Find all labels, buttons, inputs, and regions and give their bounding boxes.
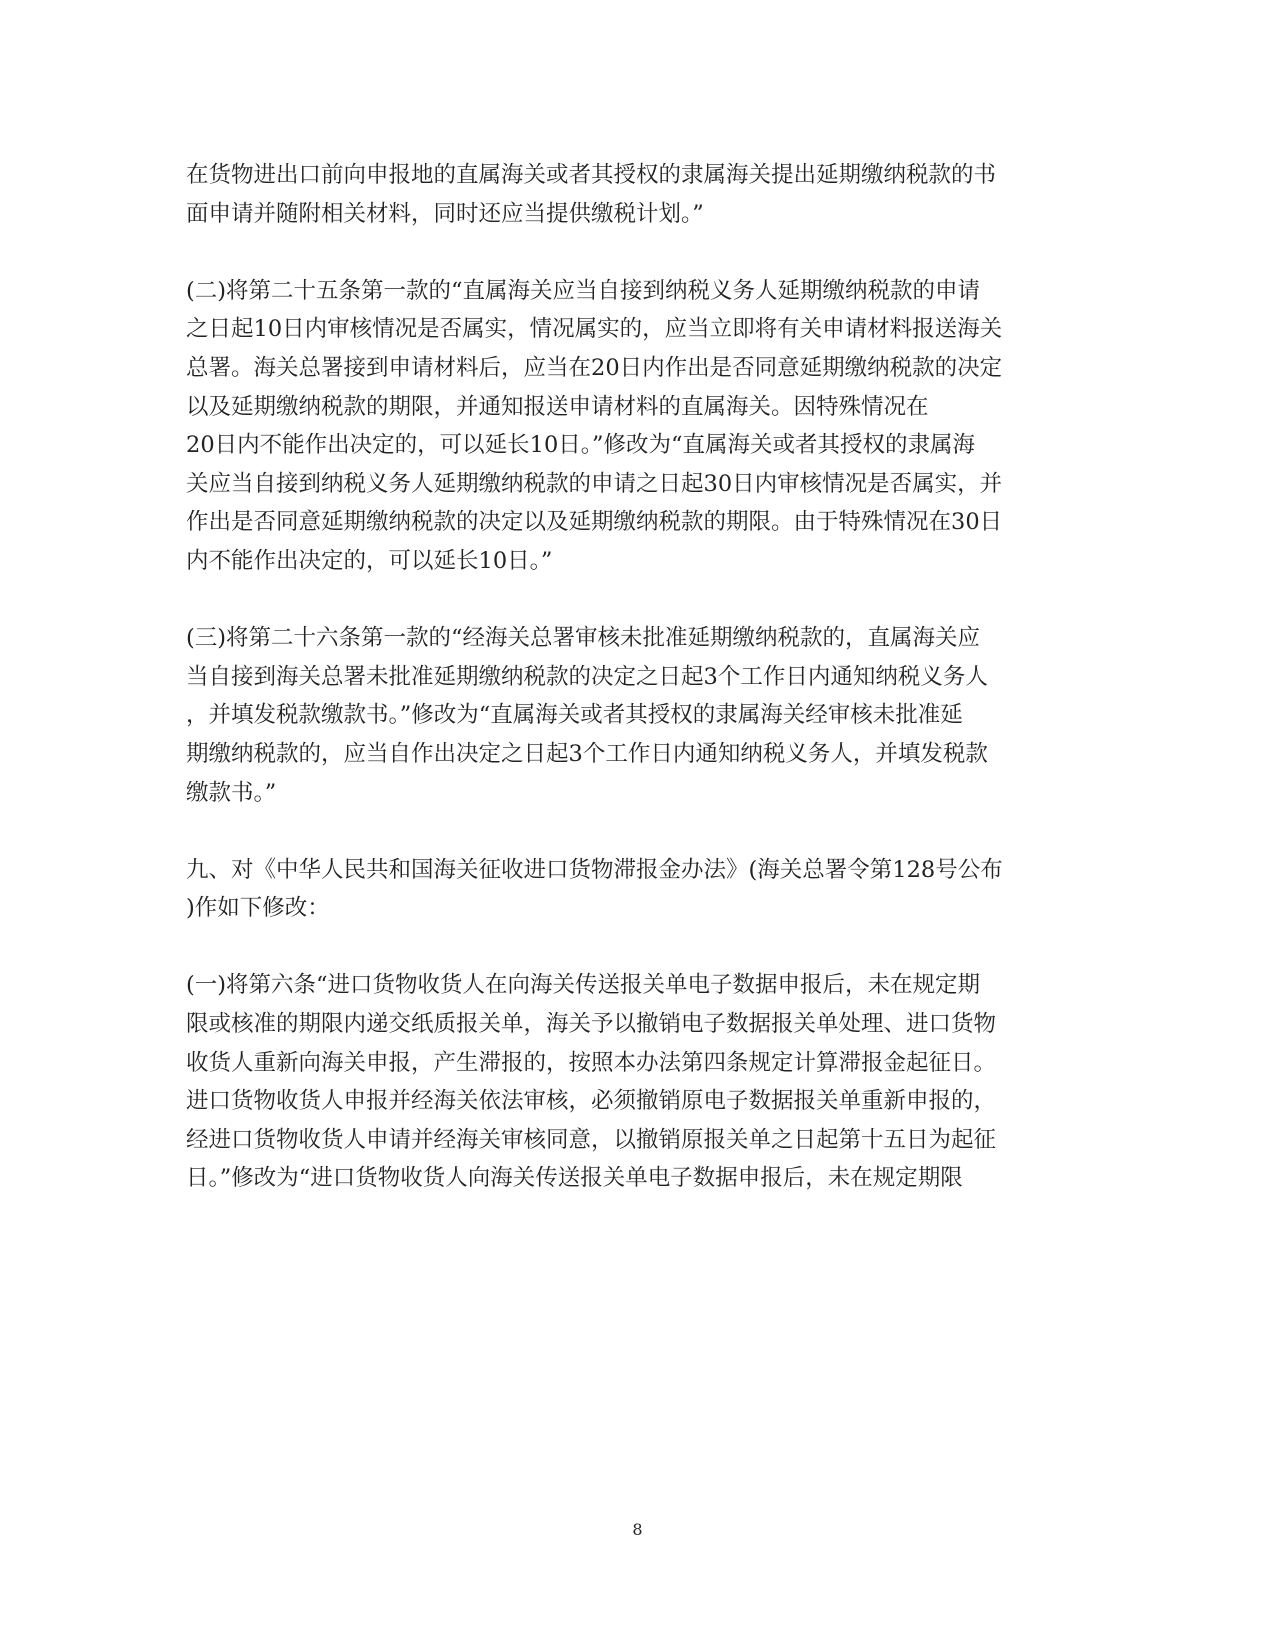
page-number: 8 <box>632 1520 643 1539</box>
paragraph-2: (二)将第二十五条第一款的“直属海关应当自接到纳税义务人延期缴纳税款的申请 之日起10日内审核情况是否属实，情况属实的，应当立即将有关申请材料报送海关 总署。海关总署接到申请材料后，应当在20日内作出是否同意延期缴纳税款的决定 以及延期缴纳税款的期限，并通知报送申请材料的直属海关。因特殊情况在 20日内不能作出决定的，可以延长10日。”修改为“直属海关或者其授权的隶属海 关应当自接到纳税义务人延期缴纳税款的申请之日起30日内审核情况是否属实，并 作出是否同意延期缴纳税款的决定以及延期缴纳税款的期限。由于特殊情况在30日 内不能作出决定的，可以延长10日。” <box>186 277 1003 574</box>
paragraph-3: (三)将第二十六条第一款的“经海关总署审核未批准延期缴纳税款的，直属海关应 当自接到海关总署未批准延期缴纳税款的决定之日起3个工作日内通知纳税义务人 ，并填发税款缴款书。”修改为“直属海关或者其授权的隶属海关经审核未批准延 期缴纳税款的，应当自作出决定之日起3个工作日内通知纳税义务人，并填发税款 缴款书。” <box>186 625 988 806</box>
paragraph-5: (一)将第六条“进口货物收货人在向海关传送报关单电子数据申报后，未在规定期 限或核准的期限内递交纸质报关单，海关予以撤销电子数据报关单处理、进口货物 收货人重新向海关申报，产生滞报的，按照本办法第四条规定计算滞报金起征日。 进口货物收货人申报并经海关依法审核，必须撤销原电子数据报关单重新申报的， 经进口货物收货人申请并经海关审核同意，以撤销原报关单之日起第十五日为起征 日。”修改为“进口货物收货人向海关传送报关单电子数据申报后，未在规定期限 <box>186 972 997 1192</box>
document-body <box>186 156 1086 1237</box>
paragraph-1: 在货物进出口前向申报地的直属海关或者其授权的隶属海关提出延期缴纳税款的书 面申请并随附相关材料，同时还应当提供缴税计划。” <box>186 162 997 227</box>
paragraph-4: 九、对《中华人民共和国海关征收进口货物滞报金办法》(海关总署令第128号公布 )作如下修改： <box>186 856 1003 922</box>
